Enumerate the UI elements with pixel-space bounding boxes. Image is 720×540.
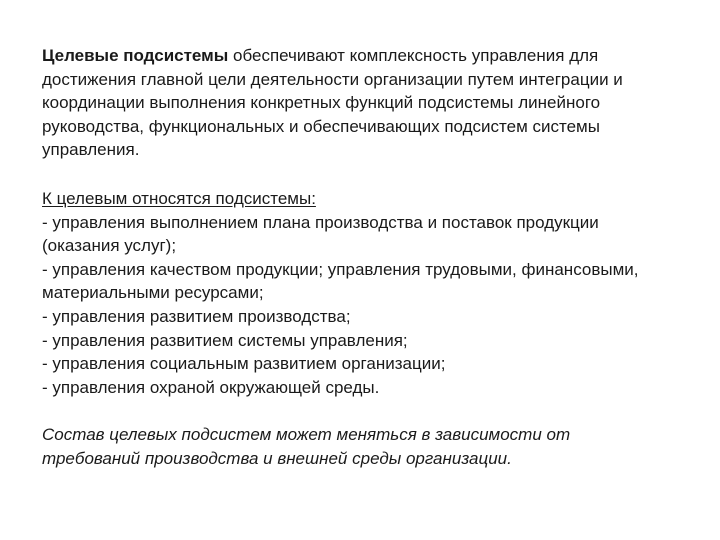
intro-line: руководства, функциональных и обеспечивающих подсистем системы (42, 116, 600, 136)
intro-line: управления. (42, 140, 140, 160)
note-line: требований производства и внешней среды организации. (42, 448, 512, 468)
list-item: материальными ресурсами; (42, 283, 264, 303)
list-item: (оказания услуг); (42, 236, 177, 256)
intro-line (42, 44, 702, 68)
list-item: - управления охраной окружающей среды. (42, 377, 380, 397)
list-item: - управления качеством продукции; управления трудовыми, финансовыми, (42, 259, 639, 279)
note-line: Состав целевых подсистем может меняться в зависимости от (42, 425, 571, 445)
intro-line-text: обеспечивают комплексность управления для (228, 46, 599, 65)
intro-line: координации выполнения конкретных функций подсистемы линейного (42, 93, 601, 113)
intro-term: Целевые подсистемы (42, 46, 229, 65)
list-item: - управления развитием системы управления; (42, 330, 408, 350)
subsystems-list (42, 187, 702, 399)
list-heading: К целевым относятся подсистемы: (42, 188, 316, 208)
intro-paragraph (42, 44, 702, 162)
note-paragraph (42, 423, 702, 470)
list-item: - управления социальным развитием организации; (42, 354, 446, 374)
list-item: - управления развитием производства; (42, 306, 351, 326)
intro-line: достижения главной цели деятельности организации путем интеграции и (42, 69, 623, 89)
list-item: - управления выполнением плана производства и поставок продукции (42, 212, 599, 232)
slide-text (42, 44, 702, 471)
